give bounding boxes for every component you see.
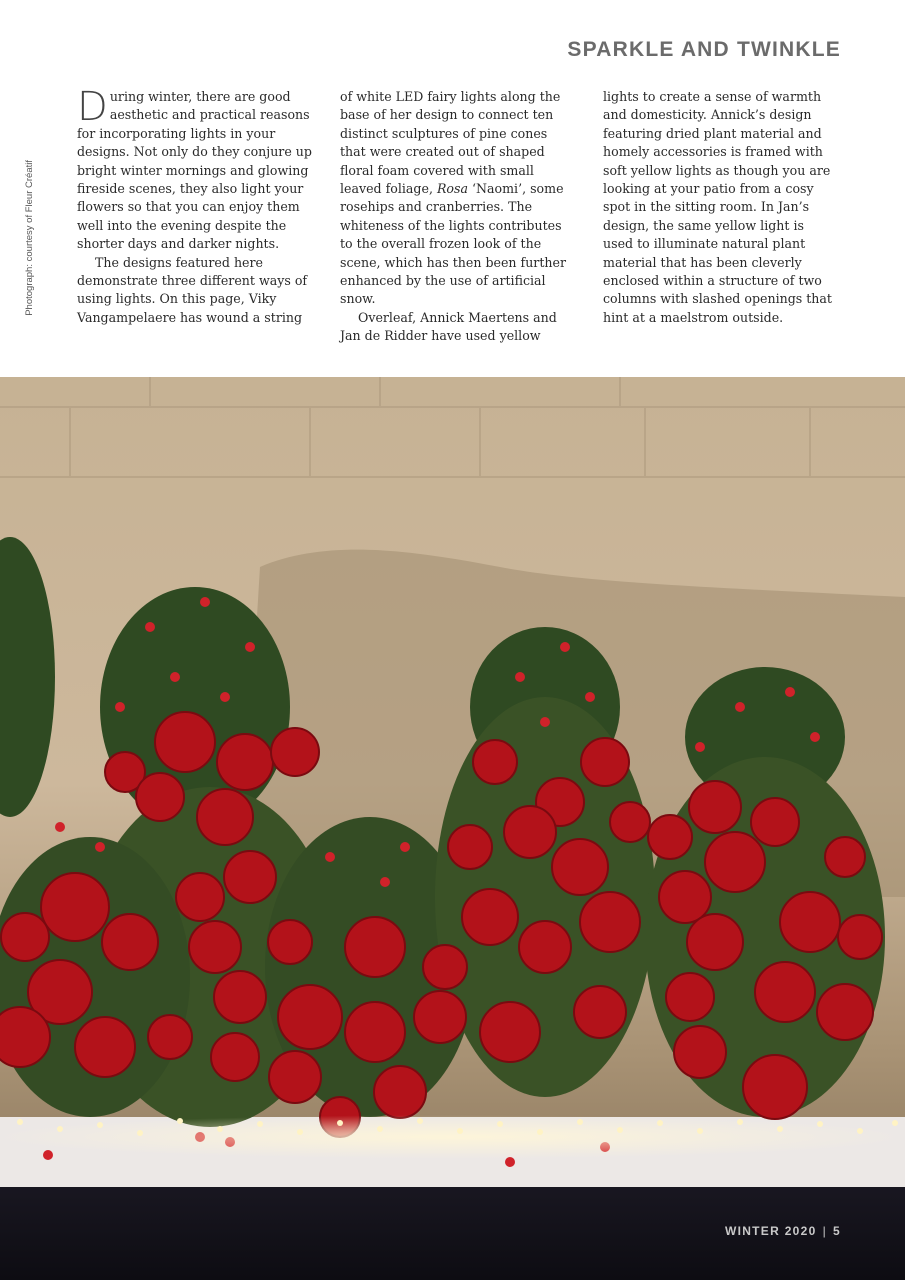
paragraph: The designs featured here demonstrate three different ways of using lights. On this page, Viky Vangampelaere has wound a string — [77, 254, 308, 325]
paragraph: lights to create a sense of warmth and domesticity. Annick’s design featuring dried plant material and homely accessories is framed with soft yellow lights as though you are looking at your patio from a cosy spot in the sitting room. In Jan’s design, the same yellow light is used to illuminate natural plant material that has been cleverly enclosed within a structure of two columns with slashed openings that hint at a maelstrom outside. — [603, 89, 832, 325]
footer-separator: | — [822, 1224, 828, 1238]
article-column-3 — [603, 88, 838, 327]
article-column-2 — [340, 88, 575, 346]
issue-label: WINTER 2020 — [724, 1224, 817, 1238]
fairy-lights — [0, 1115, 905, 1159]
page-number: 5 — [833, 1224, 841, 1238]
paragraph-text: of white LED fairy lights along the base of her design to connect ten distinct sculptures of pine cones that were created out of shaped floral foam covered with small leaved foliage, — [340, 89, 561, 197]
page-footer — [725, 1224, 841, 1238]
section-title: SPARKLE AND TWINKLE — [567, 38, 841, 61]
paragraph-text: uring winter, there are good aesthetic and practical reasons for incorporating lights in your designs. Not only do they conjure up bright winter mornings and glowing fireside scenes, they also light your flowers so that you can enjoy them well into the evening despite the shorter days and darker nights. — [77, 89, 312, 252]
paragraph — [340, 88, 575, 309]
article-column-1 — [77, 84, 312, 327]
paragraph — [77, 84, 312, 254]
photo-credit: Photograph: courtesy of Fleur Créatif — [24, 160, 35, 316]
drop-cap: D — [77, 84, 108, 130]
paragraph: Overleaf, Annick Maertens and Jan de Ridder have used yellow — [340, 309, 557, 344]
paragraph-text: ‘Naomi’, some rosehips and cranberries. The whiteness of the lights contributes to the overall frozen look of the scene, which has then been further enhanced by the use of artificial snow. — [340, 181, 566, 307]
feature-photo — [0, 377, 905, 1280]
italic-text: Rosa — [436, 181, 468, 197]
